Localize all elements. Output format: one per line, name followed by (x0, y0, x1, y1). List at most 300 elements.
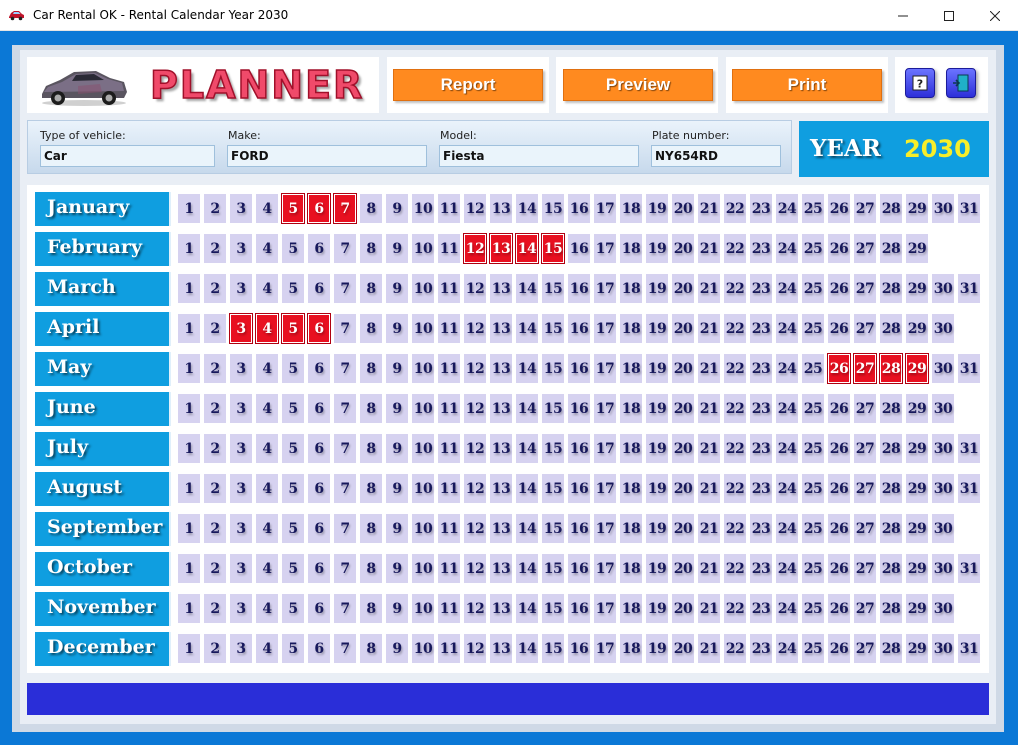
day-cell[interactable]: 11 (438, 354, 460, 383)
day-cell[interactable]: 23 (750, 514, 772, 543)
day-cell[interactable]: 7 (334, 434, 356, 463)
day-cell[interactable]: 7 (334, 394, 356, 423)
day-cell[interactable]: 23 (750, 634, 772, 663)
day-cell[interactable]: 24 (776, 394, 798, 423)
day-cell[interactable]: 24 (776, 354, 798, 383)
day-cell[interactable]: 21 (698, 234, 720, 263)
day-cell[interactable]: 25 (802, 594, 824, 623)
day-cell[interactable]: 3 (230, 194, 252, 223)
day-cell[interactable]: 14 (516, 554, 538, 583)
day-cell[interactable]: 16 (568, 434, 590, 463)
day-cell[interactable]: 20 (672, 234, 694, 263)
day-cell[interactable]: 29 (906, 234, 928, 263)
day-cell[interactable]: 6 (308, 434, 330, 463)
day-cell[interactable]: 18 (620, 434, 642, 463)
day-cell[interactable]: 2 (204, 474, 226, 503)
day-cell[interactable]: 31 (958, 274, 980, 303)
booked-day-cell[interactable]: 29 (906, 354, 928, 383)
day-cell[interactable]: 6 (308, 554, 330, 583)
day-cell[interactable]: 14 (516, 514, 538, 543)
day-cell[interactable]: 17 (594, 394, 616, 423)
day-cell[interactable]: 4 (256, 234, 278, 263)
day-cell[interactable]: 22 (724, 634, 746, 663)
day-cell[interactable]: 22 (724, 194, 746, 223)
day-cell[interactable]: 22 (724, 314, 746, 343)
day-cell[interactable]: 16 (568, 554, 590, 583)
booked-day-cell[interactable]: 15 (542, 234, 564, 263)
day-cell[interactable]: 23 (750, 314, 772, 343)
day-cell[interactable]: 18 (620, 354, 642, 383)
day-cell[interactable]: 24 (776, 234, 798, 263)
day-cell[interactable]: 25 (802, 514, 824, 543)
day-cell[interactable]: 8 (360, 274, 382, 303)
day-cell[interactable]: 12 (464, 394, 486, 423)
day-cell[interactable]: 21 (698, 434, 720, 463)
day-cell[interactable]: 22 (724, 354, 746, 383)
day-cell[interactable]: 17 (594, 594, 616, 623)
day-cell[interactable]: 26 (828, 394, 850, 423)
booked-day-cell[interactable]: 13 (490, 234, 512, 263)
day-cell[interactable]: 30 (932, 354, 954, 383)
day-cell[interactable]: 27 (854, 474, 876, 503)
day-cell[interactable]: 13 (490, 434, 512, 463)
day-cell[interactable]: 3 (230, 514, 252, 543)
day-cell[interactable]: 3 (230, 234, 252, 263)
day-cell[interactable]: 19 (646, 634, 668, 663)
day-cell[interactable]: 9 (386, 514, 408, 543)
day-cell[interactable]: 2 (204, 554, 226, 583)
day-cell[interactable]: 20 (672, 194, 694, 223)
day-cell[interactable]: 21 (698, 594, 720, 623)
day-cell[interactable]: 25 (802, 354, 824, 383)
day-cell[interactable]: 9 (386, 354, 408, 383)
day-cell[interactable]: 8 (360, 434, 382, 463)
day-cell[interactable]: 20 (672, 434, 694, 463)
day-cell[interactable]: 16 (568, 594, 590, 623)
day-cell[interactable]: 21 (698, 194, 720, 223)
day-cell[interactable]: 30 (932, 594, 954, 623)
day-cell[interactable]: 24 (776, 634, 798, 663)
day-cell[interactable]: 4 (256, 434, 278, 463)
day-cell[interactable]: 27 (854, 594, 876, 623)
day-cell[interactable]: 16 (568, 514, 590, 543)
day-cell[interactable]: 7 (334, 314, 356, 343)
day-cell[interactable]: 18 (620, 394, 642, 423)
day-cell[interactable]: 27 (854, 234, 876, 263)
day-cell[interactable]: 30 (932, 474, 954, 503)
help-button[interactable] (905, 68, 935, 98)
day-cell[interactable]: 4 (256, 474, 278, 503)
day-cell[interactable]: 18 (620, 594, 642, 623)
day-cell[interactable]: 22 (724, 394, 746, 423)
day-cell[interactable]: 1 (178, 434, 200, 463)
day-cell[interactable]: 2 (204, 434, 226, 463)
day-cell[interactable]: 17 (594, 274, 616, 303)
day-cell[interactable]: 30 (932, 194, 954, 223)
day-cell[interactable]: 13 (490, 634, 512, 663)
day-cell[interactable]: 25 (802, 474, 824, 503)
day-cell[interactable]: 7 (334, 594, 356, 623)
day-cell[interactable]: 22 (724, 434, 746, 463)
day-cell[interactable]: 2 (204, 594, 226, 623)
day-cell[interactable]: 6 (308, 274, 330, 303)
day-cell[interactable]: 4 (256, 634, 278, 663)
day-cell[interactable]: 6 (308, 594, 330, 623)
day-cell[interactable]: 28 (880, 474, 902, 503)
day-cell[interactable]: 16 (568, 274, 590, 303)
day-cell[interactable]: 24 (776, 594, 798, 623)
day-cell[interactable]: 8 (360, 514, 382, 543)
day-cell[interactable]: 1 (178, 314, 200, 343)
day-cell[interactable]: 28 (880, 234, 902, 263)
day-cell[interactable]: 1 (178, 514, 200, 543)
day-cell[interactable]: 8 (360, 234, 382, 263)
day-cell[interactable]: 25 (802, 314, 824, 343)
day-cell[interactable]: 10 (412, 634, 434, 663)
day-cell[interactable]: 2 (204, 234, 226, 263)
day-cell[interactable]: 25 (802, 434, 824, 463)
day-cell[interactable]: 11 (438, 394, 460, 423)
day-cell[interactable]: 4 (256, 514, 278, 543)
booked-day-cell[interactable]: 4 (256, 314, 278, 343)
day-cell[interactable]: 9 (386, 314, 408, 343)
booked-day-cell[interactable]: 5 (282, 194, 304, 223)
day-cell[interactable]: 20 (672, 394, 694, 423)
day-cell[interactable]: 1 (178, 234, 200, 263)
day-cell[interactable]: 12 (464, 274, 486, 303)
day-cell[interactable]: 14 (516, 394, 538, 423)
day-cell[interactable]: 8 (360, 594, 382, 623)
day-cell[interactable]: 8 (360, 554, 382, 583)
booked-day-cell[interactable]: 6 (308, 194, 330, 223)
maximize-button[interactable] (926, 0, 972, 31)
day-cell[interactable]: 23 (750, 554, 772, 583)
day-cell[interactable]: 5 (282, 554, 304, 583)
day-cell[interactable]: 3 (230, 474, 252, 503)
day-cell[interactable]: 1 (178, 354, 200, 383)
day-cell[interactable]: 20 (672, 554, 694, 583)
day-cell[interactable]: 7 (334, 634, 356, 663)
day-cell[interactable]: 26 (828, 194, 850, 223)
day-cell[interactable]: 10 (412, 514, 434, 543)
day-cell[interactable]: 30 (932, 634, 954, 663)
day-cell[interactable]: 5 (282, 234, 304, 263)
day-cell[interactable]: 12 (464, 434, 486, 463)
day-cell[interactable]: 2 (204, 354, 226, 383)
day-cell[interactable]: 17 (594, 354, 616, 383)
day-cell[interactable]: 19 (646, 314, 668, 343)
booked-day-cell[interactable]: 12 (464, 234, 486, 263)
booked-day-cell[interactable]: 7 (334, 194, 356, 223)
day-cell[interactable]: 20 (672, 514, 694, 543)
day-cell[interactable]: 4 (256, 274, 278, 303)
day-cell[interactable]: 18 (620, 194, 642, 223)
day-cell[interactable]: 7 (334, 554, 356, 583)
day-cell[interactable]: 21 (698, 314, 720, 343)
day-cell[interactable]: 15 (542, 194, 564, 223)
day-cell[interactable]: 20 (672, 274, 694, 303)
day-cell[interactable]: 25 (802, 234, 824, 263)
day-cell[interactable]: 29 (906, 274, 928, 303)
model-field[interactable]: Fiesta (439, 145, 639, 167)
day-cell[interactable]: 27 (854, 394, 876, 423)
day-cell[interactable]: 21 (698, 274, 720, 303)
day-cell[interactable]: 9 (386, 474, 408, 503)
booked-day-cell[interactable]: 27 (854, 354, 876, 383)
day-cell[interactable]: 10 (412, 394, 434, 423)
day-cell[interactable]: 23 (750, 194, 772, 223)
day-cell[interactable]: 11 (438, 474, 460, 503)
day-cell[interactable]: 31 (958, 634, 980, 663)
day-cell[interactable]: 25 (802, 194, 824, 223)
day-cell[interactable]: 21 (698, 474, 720, 503)
day-cell[interactable]: 9 (386, 394, 408, 423)
day-cell[interactable]: 27 (854, 314, 876, 343)
day-cell[interactable]: 3 (230, 634, 252, 663)
day-cell[interactable]: 21 (698, 554, 720, 583)
day-cell[interactable]: 27 (854, 434, 876, 463)
day-cell[interactable]: 12 (464, 594, 486, 623)
day-cell[interactable]: 6 (308, 634, 330, 663)
booked-day-cell[interactable]: 26 (828, 354, 850, 383)
day-cell[interactable]: 18 (620, 514, 642, 543)
day-cell[interactable]: 20 (672, 314, 694, 343)
day-cell[interactable]: 4 (256, 194, 278, 223)
day-cell[interactable]: 14 (516, 194, 538, 223)
day-cell[interactable]: 9 (386, 554, 408, 583)
exit-button[interactable] (946, 68, 976, 98)
day-cell[interactable]: 22 (724, 274, 746, 303)
day-cell[interactable]: 3 (230, 394, 252, 423)
day-cell[interactable]: 27 (854, 634, 876, 663)
day-cell[interactable]: 4 (256, 594, 278, 623)
day-cell[interactable]: 18 (620, 634, 642, 663)
booked-day-cell[interactable]: 3 (230, 314, 252, 343)
day-cell[interactable]: 13 (490, 554, 512, 583)
day-cell[interactable]: 2 (204, 514, 226, 543)
day-cell[interactable]: 14 (516, 314, 538, 343)
day-cell[interactable]: 28 (880, 274, 902, 303)
booked-day-cell[interactable]: 28 (880, 354, 902, 383)
day-cell[interactable]: 19 (646, 594, 668, 623)
day-cell[interactable]: 18 (620, 474, 642, 503)
day-cell[interactable]: 26 (828, 234, 850, 263)
preview-button[interactable]: Preview (563, 69, 713, 101)
day-cell[interactable]: 18 (620, 554, 642, 583)
day-cell[interactable]: 16 (568, 234, 590, 263)
day-cell[interactable]: 15 (542, 354, 564, 383)
day-cell[interactable]: 12 (464, 514, 486, 543)
day-cell[interactable]: 26 (828, 434, 850, 463)
day-cell[interactable]: 10 (412, 354, 434, 383)
day-cell[interactable]: 7 (334, 354, 356, 383)
day-cell[interactable]: 3 (230, 434, 252, 463)
day-cell[interactable]: 31 (958, 354, 980, 383)
day-cell[interactable]: 11 (438, 594, 460, 623)
day-cell[interactable]: 6 (308, 394, 330, 423)
day-cell[interactable]: 26 (828, 554, 850, 583)
day-cell[interactable]: 29 (906, 474, 928, 503)
day-cell[interactable]: 5 (282, 354, 304, 383)
day-cell[interactable]: 17 (594, 434, 616, 463)
day-cell[interactable]: 24 (776, 274, 798, 303)
day-cell[interactable]: 1 (178, 474, 200, 503)
day-cell[interactable]: 13 (490, 274, 512, 303)
plate-number-field[interactable]: NY654RD (651, 145, 781, 167)
day-cell[interactable]: 3 (230, 554, 252, 583)
day-cell[interactable]: 14 (516, 474, 538, 503)
day-cell[interactable]: 13 (490, 514, 512, 543)
day-cell[interactable]: 14 (516, 634, 538, 663)
day-cell[interactable]: 10 (412, 274, 434, 303)
day-cell[interactable]: 11 (438, 194, 460, 223)
day-cell[interactable]: 15 (542, 314, 564, 343)
booked-day-cell[interactable]: 6 (308, 314, 330, 343)
day-cell[interactable]: 19 (646, 434, 668, 463)
day-cell[interactable]: 8 (360, 194, 382, 223)
day-cell[interactable]: 31 (958, 434, 980, 463)
day-cell[interactable]: 20 (672, 354, 694, 383)
day-cell[interactable]: 2 (204, 314, 226, 343)
day-cell[interactable]: 5 (282, 514, 304, 543)
day-cell[interactable]: 21 (698, 394, 720, 423)
day-cell[interactable]: 5 (282, 594, 304, 623)
day-cell[interactable]: 21 (698, 514, 720, 543)
day-cell[interactable]: 23 (750, 274, 772, 303)
day-cell[interactable]: 27 (854, 274, 876, 303)
day-cell[interactable]: 29 (906, 314, 928, 343)
day-cell[interactable]: 25 (802, 394, 824, 423)
day-cell[interactable]: 8 (360, 354, 382, 383)
booked-day-cell[interactable]: 14 (516, 234, 538, 263)
day-cell[interactable]: 28 (880, 314, 902, 343)
day-cell[interactable]: 8 (360, 474, 382, 503)
day-cell[interactable]: 5 (282, 394, 304, 423)
day-cell[interactable]: 15 (542, 394, 564, 423)
day-cell[interactable]: 11 (438, 314, 460, 343)
day-cell[interactable]: 9 (386, 234, 408, 263)
day-cell[interactable]: 14 (516, 594, 538, 623)
day-cell[interactable]: 13 (490, 314, 512, 343)
day-cell[interactable]: 22 (724, 554, 746, 583)
day-cell[interactable]: 1 (178, 554, 200, 583)
day-cell[interactable]: 15 (542, 594, 564, 623)
day-cell[interactable]: 24 (776, 194, 798, 223)
day-cell[interactable]: 16 (568, 634, 590, 663)
day-cell[interactable]: 16 (568, 394, 590, 423)
day-cell[interactable]: 3 (230, 274, 252, 303)
day-cell[interactable]: 17 (594, 514, 616, 543)
day-cell[interactable]: 4 (256, 354, 278, 383)
day-cell[interactable]: 12 (464, 554, 486, 583)
day-cell[interactable]: 22 (724, 514, 746, 543)
day-cell[interactable]: 16 (568, 354, 590, 383)
day-cell[interactable]: 10 (412, 234, 434, 263)
day-cell[interactable]: 9 (386, 594, 408, 623)
day-cell[interactable]: 1 (178, 274, 200, 303)
day-cell[interactable]: 10 (412, 594, 434, 623)
day-cell[interactable]: 19 (646, 354, 668, 383)
day-cell[interactable]: 13 (490, 354, 512, 383)
day-cell[interactable]: 25 (802, 634, 824, 663)
day-cell[interactable]: 15 (542, 274, 564, 303)
day-cell[interactable]: 26 (828, 474, 850, 503)
day-cell[interactable]: 6 (308, 234, 330, 263)
day-cell[interactable]: 17 (594, 634, 616, 663)
day-cell[interactable]: 23 (750, 354, 772, 383)
day-cell[interactable]: 7 (334, 514, 356, 543)
day-cell[interactable]: 11 (438, 274, 460, 303)
day-cell[interactable]: 12 (464, 354, 486, 383)
day-cell[interactable]: 9 (386, 434, 408, 463)
day-cell[interactable]: 19 (646, 394, 668, 423)
day-cell[interactable]: 23 (750, 234, 772, 263)
day-cell[interactable]: 28 (880, 394, 902, 423)
day-cell[interactable]: 7 (334, 234, 356, 263)
day-cell[interactable]: 10 (412, 194, 434, 223)
day-cell[interactable]: 1 (178, 194, 200, 223)
day-cell[interactable]: 19 (646, 554, 668, 583)
day-cell[interactable]: 26 (828, 514, 850, 543)
make-field[interactable]: FORD (227, 145, 427, 167)
day-cell[interactable]: 19 (646, 194, 668, 223)
print-button[interactable]: Print (732, 69, 882, 101)
day-cell[interactable]: 14 (516, 274, 538, 303)
day-cell[interactable]: 22 (724, 594, 746, 623)
day-cell[interactable]: 29 (906, 394, 928, 423)
day-cell[interactable]: 8 (360, 314, 382, 343)
day-cell[interactable]: 14 (516, 354, 538, 383)
day-cell[interactable]: 17 (594, 314, 616, 343)
day-cell[interactable]: 14 (516, 434, 538, 463)
day-cell[interactable]: 23 (750, 594, 772, 623)
day-cell[interactable]: 29 (906, 554, 928, 583)
day-cell[interactable]: 9 (386, 634, 408, 663)
day-cell[interactable]: 8 (360, 394, 382, 423)
day-cell[interactable]: 4 (256, 554, 278, 583)
day-cell[interactable]: 13 (490, 194, 512, 223)
day-cell[interactable]: 18 (620, 274, 642, 303)
day-cell[interactable]: 11 (438, 434, 460, 463)
day-cell[interactable]: 12 (464, 474, 486, 503)
day-cell[interactable]: 15 (542, 514, 564, 543)
day-cell[interactable]: 5 (282, 474, 304, 503)
day-cell[interactable]: 30 (932, 394, 954, 423)
day-cell[interactable]: 30 (932, 434, 954, 463)
day-cell[interactable]: 5 (282, 434, 304, 463)
day-cell[interactable]: 25 (802, 554, 824, 583)
day-cell[interactable]: 25 (802, 274, 824, 303)
day-cell[interactable]: 20 (672, 634, 694, 663)
day-cell[interactable]: 26 (828, 634, 850, 663)
day-cell[interactable]: 24 (776, 434, 798, 463)
day-cell[interactable]: 28 (880, 194, 902, 223)
day-cell[interactable]: 15 (542, 474, 564, 503)
day-cell[interactable]: 8 (360, 634, 382, 663)
day-cell[interactable]: 17 (594, 194, 616, 223)
day-cell[interactable]: 27 (854, 514, 876, 543)
day-cell[interactable]: 1 (178, 634, 200, 663)
day-cell[interactable]: 15 (542, 554, 564, 583)
day-cell[interactable]: 17 (594, 554, 616, 583)
minimize-button[interactable] (880, 0, 926, 31)
day-cell[interactable]: 7 (334, 474, 356, 503)
day-cell[interactable]: 19 (646, 474, 668, 503)
day-cell[interactable]: 1 (178, 594, 200, 623)
day-cell[interactable]: 27 (854, 194, 876, 223)
day-cell[interactable]: 28 (880, 554, 902, 583)
day-cell[interactable]: 31 (958, 554, 980, 583)
